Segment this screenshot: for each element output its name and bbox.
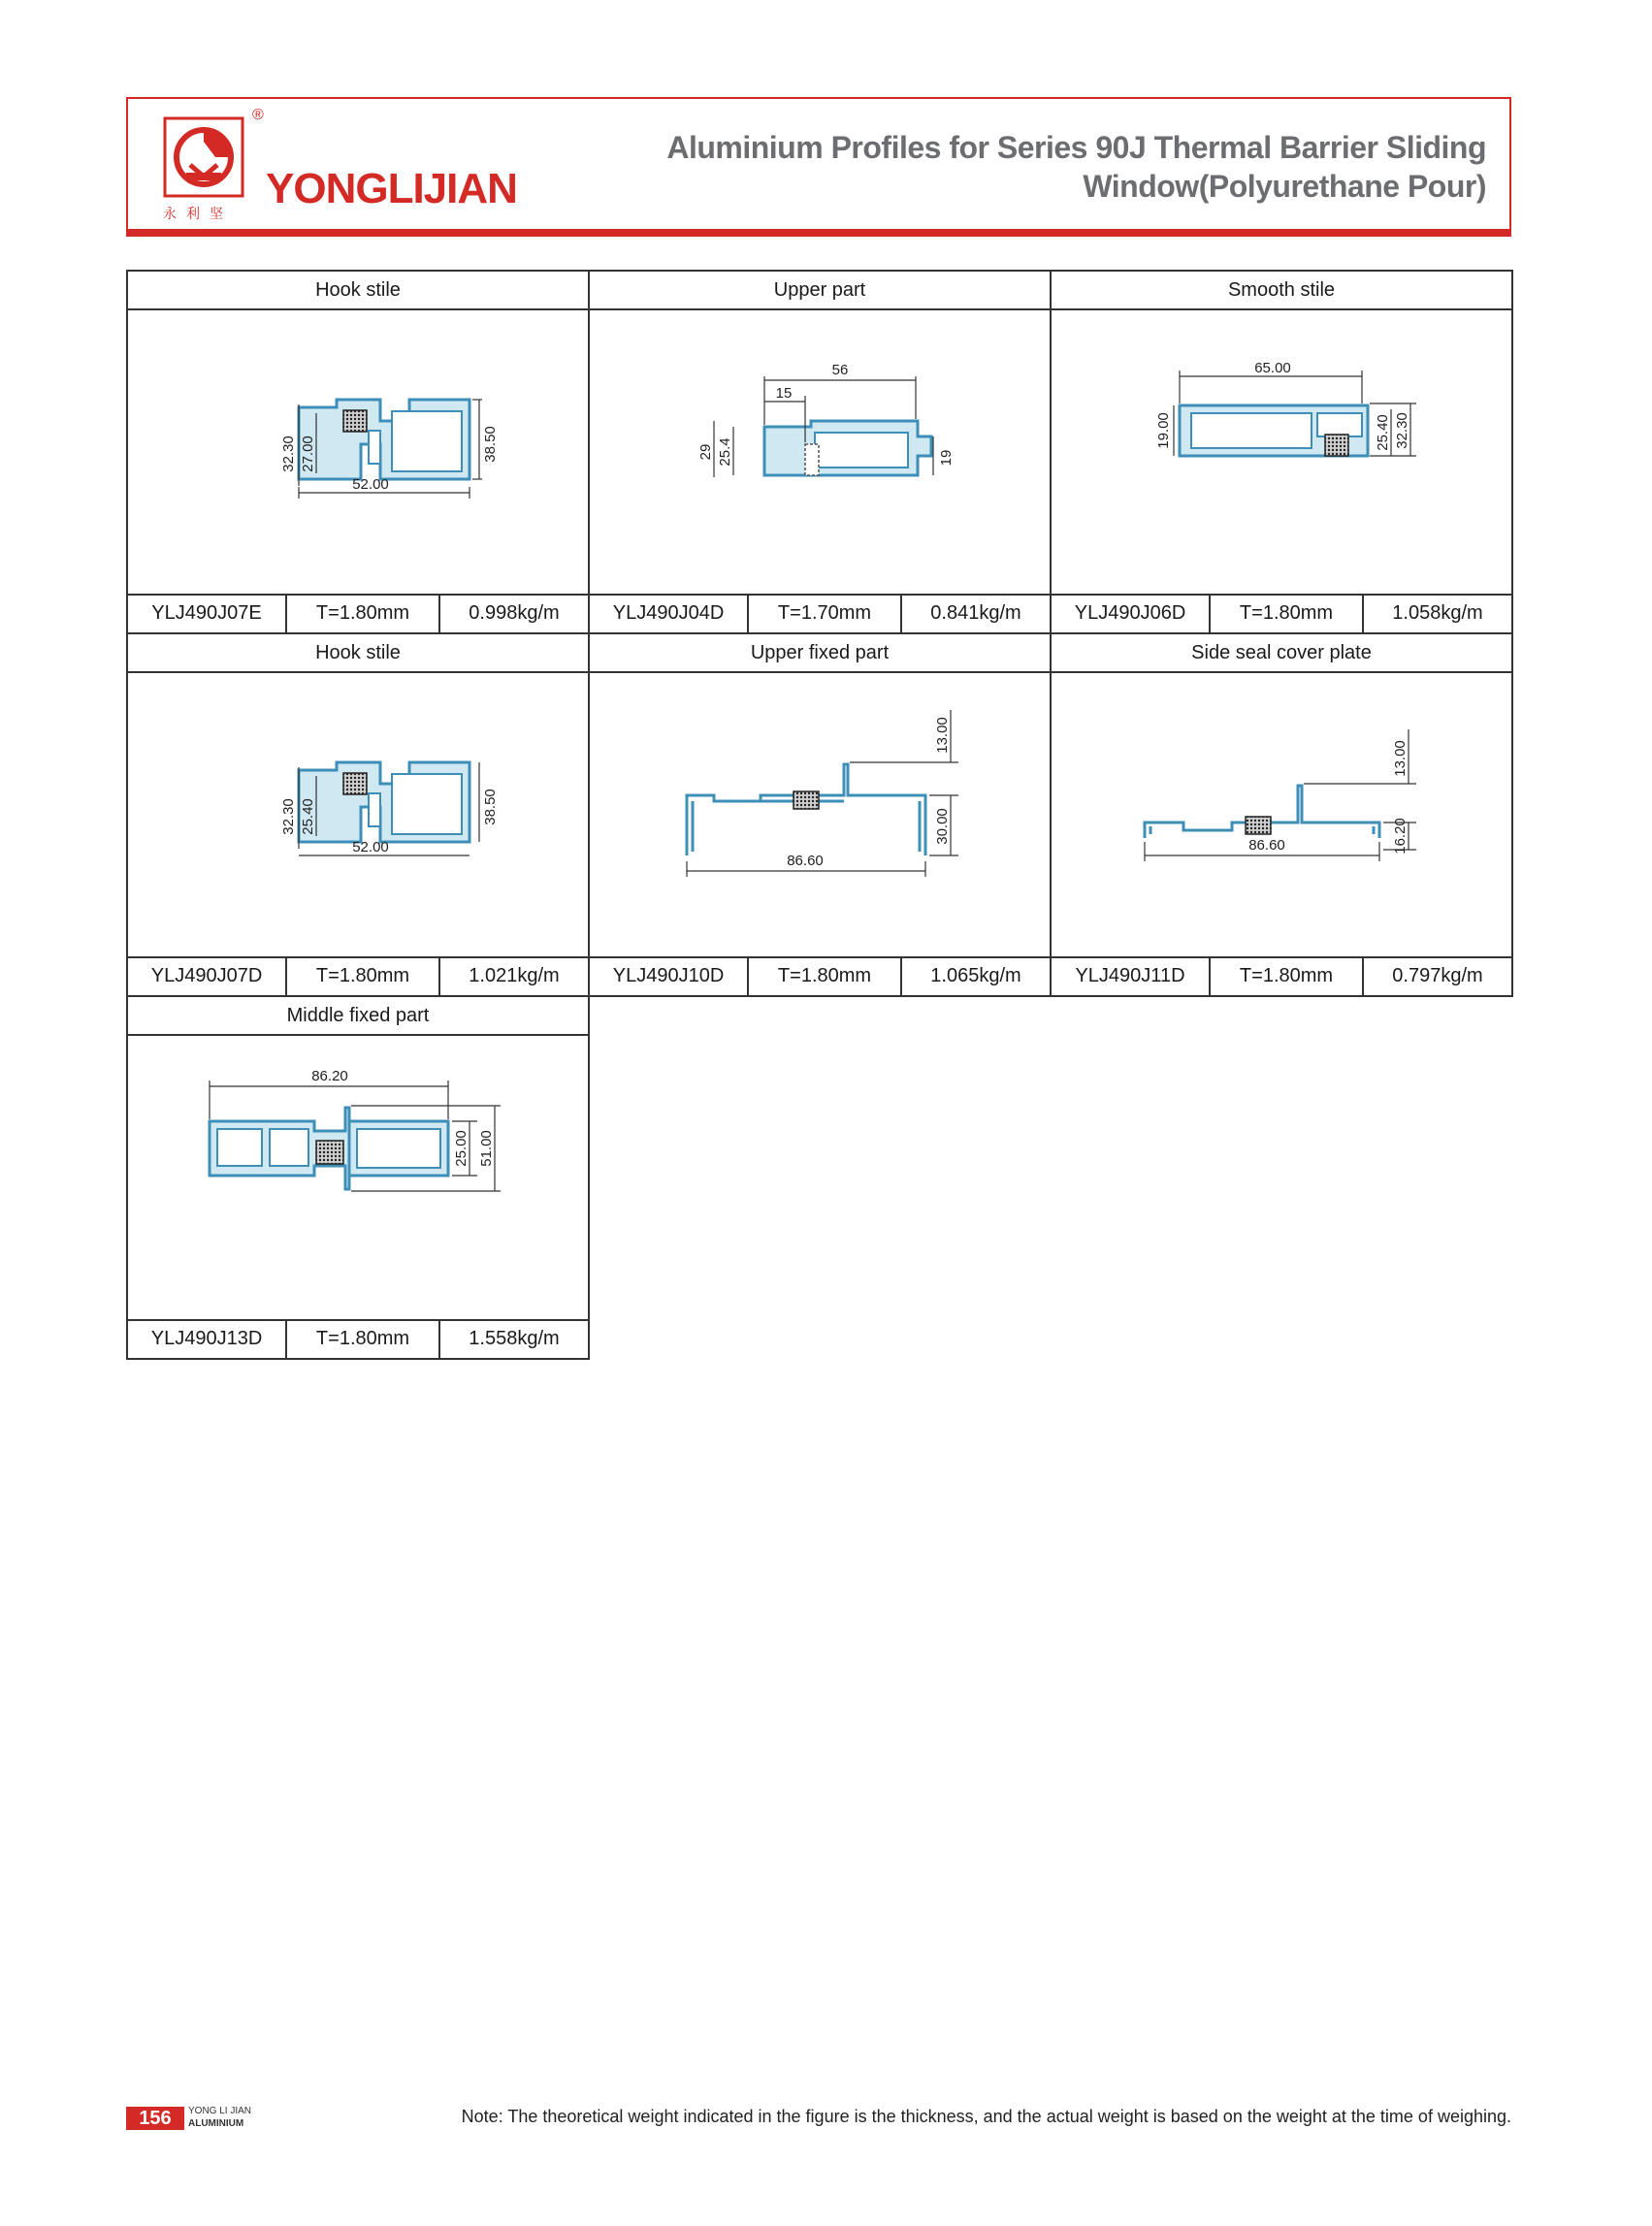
- profile-name: Hook stile: [128, 272, 588, 310]
- dim-label: 65.00: [1254, 360, 1291, 376]
- footer-brand: [188, 2105, 251, 2130]
- profile-drawing-hook-stile: [128, 671, 588, 954]
- profile-spec-row: [128, 594, 588, 632]
- dim-label: 32.30: [280, 798, 297, 835]
- profile-name: Middle fixed part: [128, 997, 588, 1036]
- title-line-2: Window(Polyurethane Pour): [1083, 169, 1486, 204]
- profile-code: YLJ490J07E: [128, 596, 287, 632]
- profile-thickness: T=1.80mm: [1211, 958, 1364, 995]
- profile-code: YLJ490J13D: [128, 1321, 287, 1358]
- dim-label: 25.00: [453, 1130, 470, 1167]
- profile-drawing-upper-fixed-part: [590, 671, 1050, 954]
- profile-spec-row: [128, 1319, 588, 1358]
- profile-weight: 0.841kg/m: [930, 602, 1021, 624]
- footer-note: Note: The theoretical weight indicated in the figure is the thickness, and the actual weight is based on the weight at the time of weighing.: [461, 2107, 1511, 2126]
- page-title: [666, 128, 1486, 206]
- profile-thickness: T=1.70mm: [749, 596, 902, 632]
- profile-code: YLJ490J11D: [1052, 958, 1211, 995]
- dim-label: 52.00: [352, 839, 389, 855]
- dim-label: 32.30: [280, 436, 297, 472]
- dim-label: 32.30: [1394, 412, 1410, 449]
- profile-code: YLJ490J10D: [590, 958, 749, 995]
- dim-label: 13.00: [934, 717, 951, 754]
- dim-label: 25.40: [1375, 414, 1391, 451]
- profile-drawing-smooth-stile: [1052, 308, 1511, 592]
- dim-label: 15: [775, 385, 793, 402]
- yonglijian-logo-icon: [163, 116, 244, 198]
- dim-label: 30.00: [934, 808, 951, 845]
- profile-spec-row: [590, 956, 1050, 995]
- brand-chinese: 永利坚: [163, 207, 233, 222]
- profile-name: Side seal cover plate: [1052, 634, 1511, 673]
- profile-drawing-upper-part: [590, 308, 1050, 592]
- dim-label: 19.00: [1155, 412, 1172, 449]
- profile-weight: 0.797kg/m: [1392, 965, 1483, 986]
- dim-label: 16.20: [1392, 818, 1409, 855]
- profile-drawing-side-seal-cover-plate: [1052, 671, 1511, 954]
- header-red-bar: [126, 229, 1511, 237]
- profile-card-hook-stile-j07d: [126, 632, 590, 997]
- profile-card-middle-fixed-part: [126, 995, 590, 1360]
- profile-thickness: T=1.80mm: [287, 958, 440, 995]
- dim-label: 51.00: [478, 1130, 495, 1167]
- footer-brand-line-2: ALUMINIUM: [188, 2118, 244, 2129]
- dim-label: 25.40: [300, 798, 316, 835]
- dim-label: 13.00: [1392, 740, 1409, 777]
- profile-spec-row: [1052, 594, 1511, 632]
- profile-weight: 1.021kg/m: [469, 965, 560, 986]
- title-line-1: Aluminium Profiles for Series 90J Thermal Barrier Sliding: [666, 130, 1486, 165]
- dim-label: 86.60: [787, 853, 824, 869]
- profile-name: Hook stile: [128, 634, 588, 673]
- profile-drawing-middle-fixed-part: [128, 1034, 588, 1317]
- dim-label: 56: [831, 362, 849, 378]
- page-header: [126, 97, 1511, 233]
- profile-drawing-hook-stile: [128, 308, 588, 592]
- dim-label: 29: [697, 443, 714, 461]
- profile-thickness: T=1.80mm: [287, 1321, 440, 1358]
- profile-thickness: T=1.80mm: [287, 596, 440, 632]
- profile-card-upper-fixed-part: [588, 632, 1052, 997]
- dim-label: 38.50: [482, 789, 499, 825]
- profile-spec-row: [128, 956, 588, 995]
- profile-card-upper-part: [588, 270, 1052, 634]
- dim-label: 25.4: [717, 437, 733, 467]
- dim-label: 52.00: [352, 476, 389, 493]
- profile-weight: 0.998kg/m: [469, 602, 560, 624]
- dim-label: 27.00: [300, 436, 316, 472]
- footer-brand-line-1: YONG LI JIAN: [188, 2106, 252, 2116]
- profile-thickness: T=1.80mm: [1211, 596, 1364, 632]
- profile-weight: 1.065kg/m: [930, 965, 1021, 986]
- profile-weight: 1.058kg/m: [1392, 602, 1483, 624]
- profile-code: YLJ490J04D: [590, 596, 749, 632]
- dim-label: 86.60: [1248, 837, 1285, 854]
- profile-card-side-seal-cover-plate: [1050, 632, 1513, 997]
- dim-label: 19: [938, 449, 955, 467]
- profile-card-smooth-stile: [1050, 270, 1513, 634]
- profile-card-hook-stile-j07e: [126, 270, 590, 634]
- profile-code: YLJ490J06D: [1052, 596, 1211, 632]
- profile-spec-row: [1052, 956, 1511, 995]
- profile-name: Upper fixed part: [590, 634, 1050, 673]
- dim-label: 86.20: [311, 1068, 348, 1084]
- brand-name: YONGLIJIAN: [266, 165, 517, 212]
- page-number: 156: [126, 2107, 184, 2130]
- profile-weight: 1.558kg/m: [469, 1328, 560, 1349]
- profile-name: Upper part: [590, 272, 1050, 310]
- profile-code: YLJ490J07D: [128, 958, 287, 995]
- profile-name: Smooth stile: [1052, 272, 1511, 310]
- registered-mark: ®: [252, 107, 264, 123]
- profile-thickness: T=1.80mm: [749, 958, 902, 995]
- dim-label: 38.50: [482, 426, 499, 463]
- profile-spec-row: [590, 594, 1050, 632]
